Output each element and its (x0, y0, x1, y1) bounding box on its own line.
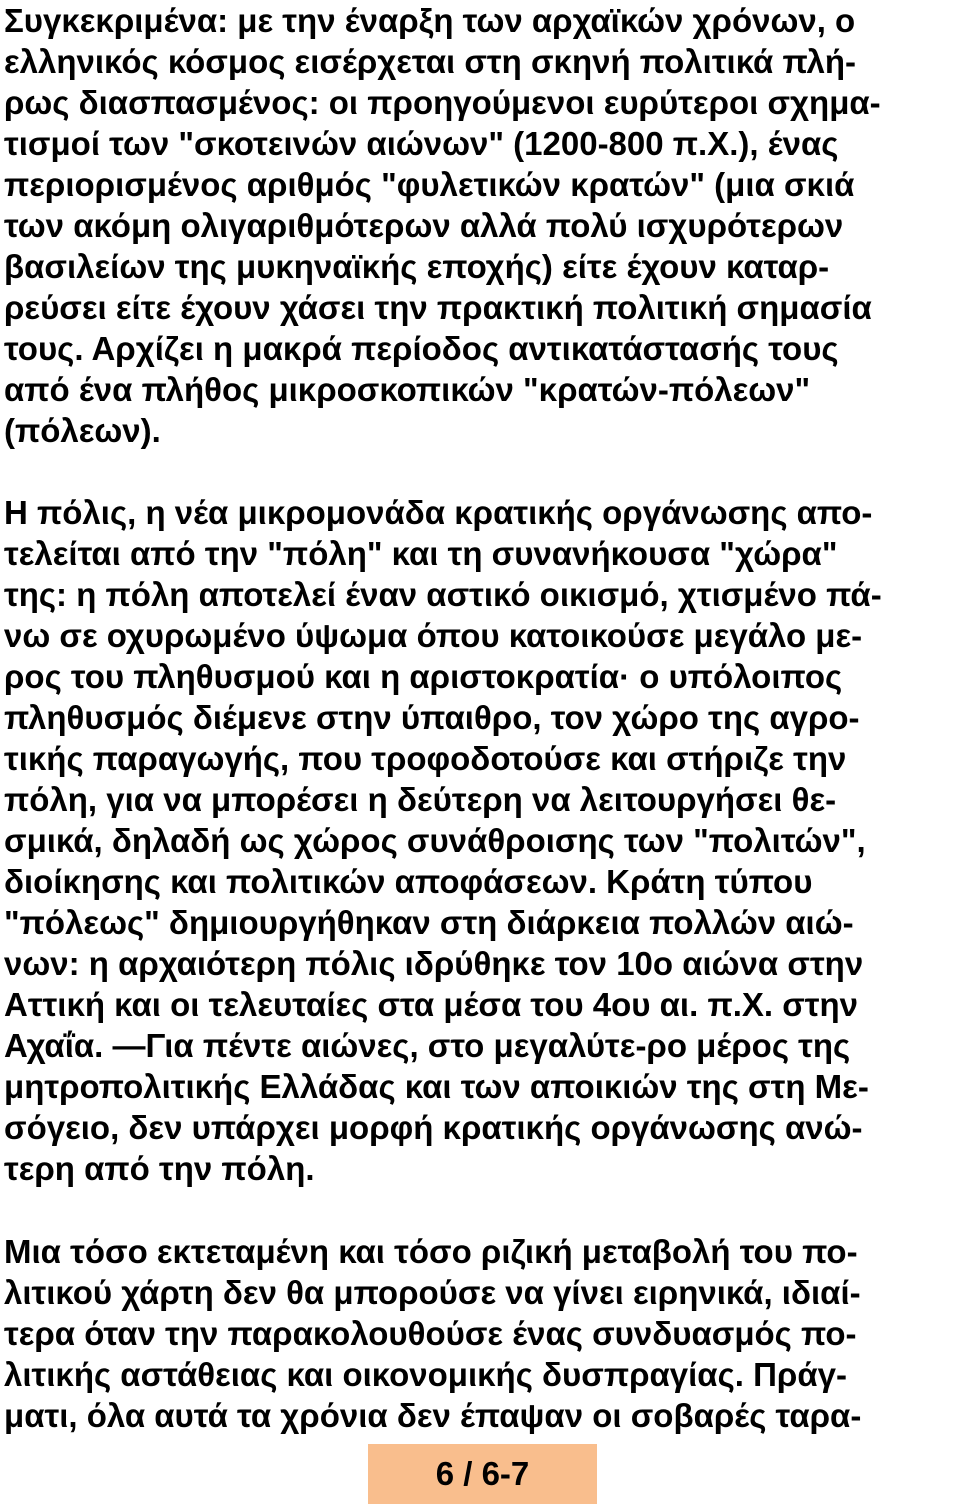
text-line: από ένα πλήθος μικροσκοπικών "κρατών-πόλεων" (4, 371, 811, 408)
text-line: Αχαΐα. —Για πέντε αιώνες, στο μεγαλύτε-ρο μέρος της (4, 1027, 851, 1064)
text-line: Η πόλις, η νέα μικρομονάδα κρατικής οργάνωσης απο- (4, 494, 873, 531)
text-line: τικής παραγωγής, που τροφοδοτούσε και στήριζε την (4, 740, 847, 777)
text-line: νων: η αρχαιότερη πόλις ιδρύθηκε τον 10ο αιώνα στην (4, 945, 864, 982)
paragraph-3 (4, 1231, 861, 1436)
text-line: ματι, όλα αυτά τα χρόνια δεν έπαψαν οι σοβαρές ταρα- (4, 1397, 862, 1434)
text-line: ρως διασπασμένος: οι προηγούμενοι ευρύτεροι σχημα- (4, 84, 881, 121)
text-line: τερη από την πόλη. (4, 1150, 315, 1187)
page-number-badge (368, 1444, 597, 1504)
text-line: "πόλεως" δημιουργήθηκαν στη διάρκεια πολλών αιώ- (4, 904, 854, 941)
page-number-label: 6 / 6-7 (435, 1455, 530, 1492)
text-line: τισμοί των "σκοτεινών αιώνων" (1200-800 π.Χ.), ένας (4, 125, 839, 162)
text-line: σμικά, δηλαδή ως χώρος συνάθροισης των "πολιτών", (4, 822, 866, 859)
text-line: σόγειο, δεν υπάρχει μορφή κρατικής οργάνωσης ανώ- (4, 1109, 863, 1146)
text-line: βασιλείων της μυκηναϊκής εποχής) είτε έχουν καταρ- (4, 248, 830, 285)
text-line: τους. Αρχίζει η μακρά περίοδος αντικατάστασής τους (4, 330, 839, 367)
paragraph-2 (4, 492, 882, 1189)
text-line: λιτικού χάρτη δεν θα μπορούσε να γίνει ειρηνικά, ιδιαί- (4, 1274, 861, 1311)
text-line: πόλη, για να μπορέσει η δεύτερη να λειτουργήσει θε- (4, 781, 837, 818)
text-line: τελείται από την "πόλη" και τη συνανήκουσα "χώρα" (4, 535, 838, 572)
text-line: Αττική και οι τελευταίες στα μέσα του 4ου αι. π.Χ. στην (4, 986, 859, 1023)
text-line: μητροπολιτικής Ελλάδας και των αποικιών της στη Με- (4, 1068, 869, 1105)
text-line: της: η πόλη αποτελεί έναν αστικό οικισμό, χτισμένο πά- (4, 576, 882, 613)
text-line: τερα όταν την παρακολουθούσε ένας συνδυασμός πο- (4, 1315, 857, 1352)
paragraph-1 (4, 0, 881, 451)
text-line: Συγκεκριμένα: με την έναρξη των αρχαϊκών χρόνων, ο (4, 2, 856, 39)
text-line: ελληνικός κόσμος εισέρχεται στη σκηνή πολιτικά πλή- (4, 43, 857, 80)
text-line: νω σε οχυρωμένο ύψωμα όπου κατοικούσε μεγάλο με- (4, 617, 863, 654)
text-line: διοίκησης και πολιτικών αποφάσεων. Κράτη τύπου (4, 863, 813, 900)
text-line: ρος του πληθυσμού και η αριστοκρατία· ο υπόλοιπος (4, 658, 843, 695)
text-line: ρεύσει είτε έχουν χάσει την πρακτική πολιτική σημασία (4, 289, 872, 326)
text-line: (πόλεων). (4, 412, 161, 449)
text-line: περιορισμένος αριθμός "φυλετικών κρατών" (μια σκιά (4, 166, 855, 203)
text-line: των ακόμη ολιγαριθμότερων αλλά πολύ ισχυρότερων (4, 207, 844, 244)
text-line: Μια τόσο εκτεταμένη και τόσο ριζική μεταβολή του πο- (4, 1233, 858, 1270)
text-line: πληθυσμός διέμενε στην ύπαιθρο, τον χώρο της αγρο- (4, 699, 860, 736)
text-line: λιτικής αστάθειας και οικονομικής δυσπραγίας. Πράγ- (4, 1356, 847, 1393)
